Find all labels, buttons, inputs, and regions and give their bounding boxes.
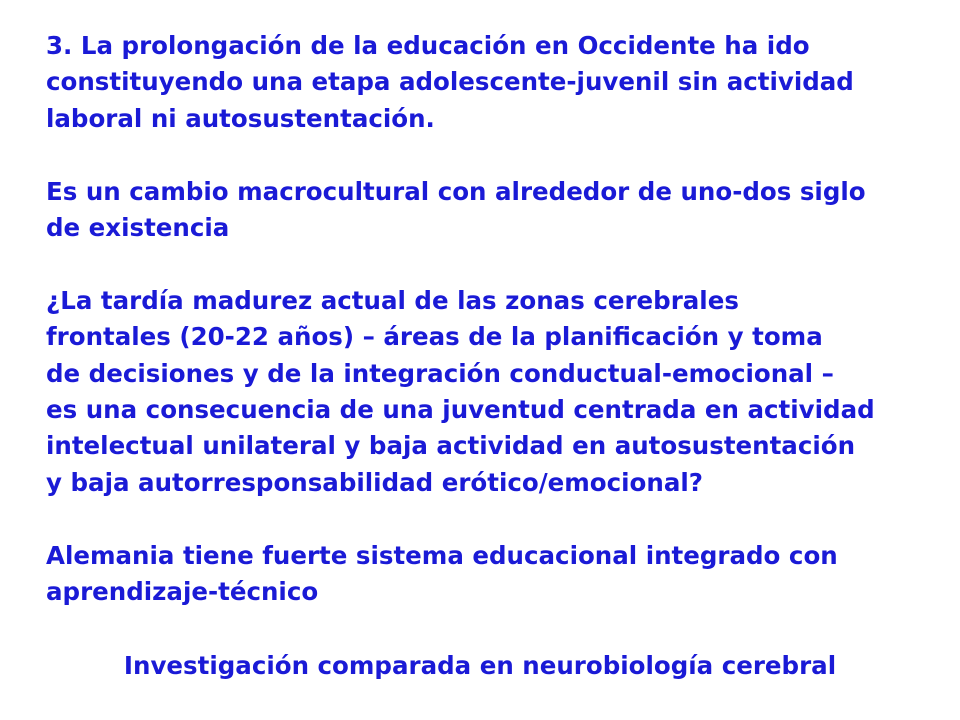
text-line: de decisiones y de la integración conductual-emocional –: [46, 358, 834, 388]
text-line: frontales (20-22 años) – áreas de la planificación y toma: [46, 322, 823, 352]
text-line: de existencia: [46, 213, 230, 243]
text-line: y baja autorresponsabilidad erótico/emocional?: [46, 467, 703, 497]
text-line: Alemania tiene fuerte sistema educacional integrado con: [46, 540, 838, 570]
paragraph-alemania: [46, 538, 930, 611]
text-line: laboral ni autosustentación.: [46, 103, 435, 133]
text-line: constituyendo una etapa adolescente-juvenil sin actividad: [46, 67, 854, 97]
text-line: 3. La prolongación de la educación en Occidente ha ido: [46, 31, 810, 60]
paragraph-cambio-macrocultural: [46, 174, 930, 247]
text-line: intelectual unilateral y baja actividad en autosustentación: [46, 431, 856, 461]
paragraph-madurez-cerebral: [46, 283, 930, 501]
text-line: Es un cambio macrocultural con alrededor de uno-dos siglo: [46, 176, 866, 206]
text-line: aprendizaje-técnico: [46, 577, 319, 607]
paragraph-prolongacion-educacion: [46, 28, 930, 137]
text-line: ¿La tardía madurez actual de las zonas cerebrales: [46, 285, 739, 315]
text-line: es una consecuencia de una juventud centrada en actividad: [46, 395, 875, 425]
footer-title: Investigación comparada en neurobiología cerebral: [123, 651, 837, 680]
